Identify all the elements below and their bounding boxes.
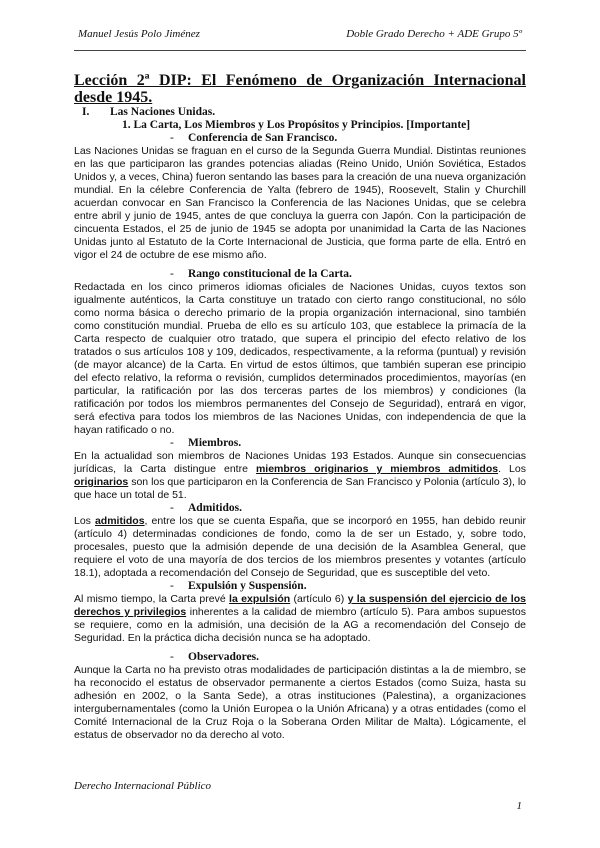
emphasis-run: la expulsión [229, 593, 291, 605]
heading-label: Observadores. [188, 651, 260, 663]
section-number: I. [82, 106, 90, 118]
heading-admitidos [170, 502, 526, 515]
paragraph-rango: Redactada en los cinco primeros idiomas oficiales de Naciones Unidas, cuyos textos son igualmente auténticos, la Carta constituye un tratado con cierto rango constitucional, no sólo como norma básica o derecho primario de la propia organización internacional, sino también como constitución mundial. Prueba de ello es su artículo 103, que establece la primacía de la Carta respecto de cualquier otro tratado, que supera el principio del efecto relativo de los tratados o sus artículos 108 y 109, dedicados, respectivamente, a la reforma (puntual) y revisión (de mayor alcance) de la Carta. En virtud de estos últimos, que también superan ese principio del efecto relativo, la reforma o revisión, cumplidos determinados procedimientos, mayorías (en particular, la ratificación por las dos terceras partes de los miembros) y condiciones (la ratificación por todos los miembros permanentes del Consejo de Seguridad), entrará en vigor, será efectiva para todos los miembros de las Naciones Unidas, con independencia de que la hayan ratificado o no. [74, 281, 526, 436]
heading-label: Expulsión y Suspensión. [188, 580, 307, 592]
text-run: . Los [498, 463, 526, 475]
header-rule [74, 50, 526, 51]
footer-subject: Derecho Internacional Público [74, 780, 212, 792]
heading-expulsion [170, 580, 526, 593]
page-number: 1 [516, 800, 522, 812]
emphasis-run: originarios [74, 476, 129, 488]
emphasis-run: admitidos [94, 515, 145, 527]
text-run: Al mismo tiempo, la Carta prevé [74, 593, 230, 605]
text-run: En la actualidad son miembros de Naciones Unidas 193 Estados. Aunque sin consecuencias jurídicas, la Carta distingue entre [74, 450, 526, 475]
paragraph-expulsion [74, 593, 526, 645]
bullet-dash: - [170, 268, 174, 280]
paragraph-miembros [74, 450, 526, 502]
bullet-dash: - [170, 132, 174, 144]
bullet-dash: - [170, 437, 174, 449]
paragraph-observadores: Aunque la Carta no ha previsto otras modalidades de participación distintas a la de miembro, se ha reconocido el estatus de observador permanente a ciertos Estados (como Suiza, hasta su adhesión en 2002, o la Santa Sede), a otras instituciones (Palestina), a organizaciones intergubernamentales (como la Unión Europea o la Unión Africana) y a otras entidades (como el Comité Internacional de la Cruz Roja o la Soberana Orden Militar de Malta). Lógicamente, el estatus de observador no da derecho al voto. [74, 664, 526, 741]
heading-label: Admitidos. [188, 502, 242, 514]
bullet-dash: - [170, 580, 174, 592]
bullet-dash: - [170, 651, 174, 663]
subsection-heading-1-1: 1. La Carta, Los Miembros y Los Propósitos y Principios. [Importante] [122, 119, 471, 131]
heading-label: Miembros. [188, 437, 242, 449]
text-run: son los que participaron en la Conferencia de San Francisco y Polonia (artículo 3), lo que hace un total de 51. [74, 476, 526, 501]
heading-observadores [170, 651, 526, 664]
text-run: Los [74, 515, 95, 527]
emphasis-run: y la suspensión del ejercicio de los derechos y privilegios [74, 593, 526, 618]
section-label: Las Naciones Unidas. [110, 106, 216, 118]
section-heading-1 [82, 106, 526, 119]
text-run: (artículo 6) [290, 593, 348, 605]
heading-label: Rango constitucional de la Carta. [188, 268, 352, 280]
document-body [74, 72, 526, 742]
emphasis-run: miembros originarios y miembros admitidos [255, 463, 499, 475]
header-course: Doble Grado Derecho + ADE Grupo 5º [346, 28, 522, 40]
paragraph-admitidos [74, 515, 526, 580]
text-run: , entre los que se cuenta España, que se incorporó en 1955, han debido reunir (artículo 4) determinadas condiciones de fondo, como la de ser un Estado, y, sobre todo, procesales, puesto que la admisión depende de una decisión de la Asamblea General, que requiere el voto de una mayoría de dos tercios de los miembros presentes y votantes (artículo 18.1), adoptada a recomendación del Consejo de Seguridad, que es susceptible del veto. [74, 515, 526, 579]
heading-label: Conferencia de San Francisco. [188, 132, 338, 144]
header-author: Manuel Jesús Polo Jiménez [78, 28, 200, 40]
heading-miembros [170, 437, 526, 450]
text-run: inherentes a la calidad de miembro (artículo 5). Para ambos supuestos se requiere, como en la admisión, una decisión de la AG a recomendación del Consejo de Seguridad. En la práctica dicha decisión nunca se ha adoptado. [74, 606, 526, 644]
heading-rango [170, 268, 526, 281]
bullet-dash: - [170, 502, 174, 514]
paragraph-conferencia: Las Naciones Unidas se fraguan en el curso de la Segunda Guerra Mundial. Distintas reuniones en las que participaron las grandes potencias aliadas (Reino Unido, Unión Soviética, Estados Unidos y, a veces, China) fueron sentando las bases para la creación de una nueva organización mundial. En la célebre Conferencia de Yalta (febrero de 1945), Roosevelt, Stalin y Churchill acuerdan convocar en San Francisco la Conferencia de las Naciones Unidas, que se celebra entre abril y junio de 1945, antes de que concluya la guerra con Japón. Con la participación de cincuenta Estados, el 25 de junio de 1945 se adopta por unanimidad la Carta de las Naciones Unidas junto al Estatuto de la Corte Internacional de Justicia, que forma parte de ella. Entró en vigor el 24 de octubre de ese mismo año. [74, 145, 526, 261]
lesson-title: Lección 2ª DIP: El Fenómeno de Organización Internacional desde 1945. [74, 72, 526, 106]
heading-conferencia [170, 132, 526, 145]
page-header [78, 28, 522, 44]
